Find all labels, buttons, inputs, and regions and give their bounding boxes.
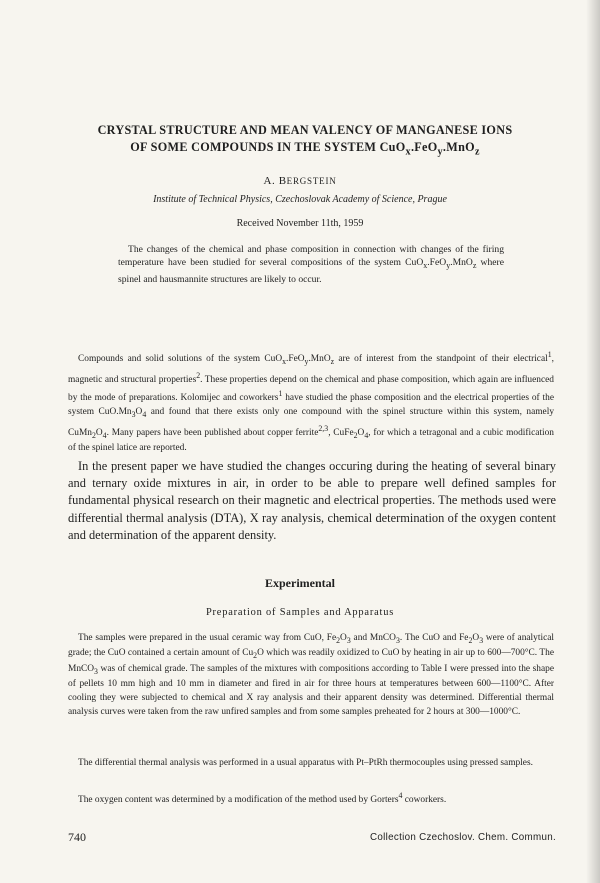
author-surname-rest: ERGSTEIN: [286, 176, 337, 186]
intro-text: , CuFe: [328, 427, 354, 438]
dta-paragraph: The differential thermal analysis was performed in a usual apparatus with Pt–PtRh thermocouples using pressed samples.: [78, 758, 533, 768]
subscript: 4: [102, 430, 107, 440]
exp-text: was of chemical grade. The samples of the mixtures with compositions according to Table I were pressed into the shape of pellets 10 mm high and 10 mm in diameter and fired in air for three hours at temperatures between 600—1100°C. After cooling they were subjected to chemical and X ray analysis and their apparent density was determined. Differential thermal analysis curves were taken from the raw unfired samples and from some samples preheated for 2 hours at 300—1000°C.: [68, 663, 554, 717]
subscript: 3: [395, 635, 400, 645]
section-subheading: Preparation of Samples and Apparatus: [205, 607, 395, 618]
subscript: 3: [479, 635, 484, 645]
citation-ref[interactable]: 2,3: [318, 423, 329, 433]
oxygen-paragraph: [68, 789, 554, 808]
subscript: 3: [346, 635, 351, 645]
intro-text: O: [135, 407, 143, 418]
title-line-2: [60, 139, 550, 160]
page-number: 740: [68, 830, 86, 844]
formula-y: y: [446, 261, 451, 271]
formula-feo: .FeO: [427, 257, 447, 269]
abstract: [118, 243, 504, 286]
exp-text: were of analytical grade; the CuO contained a certain amount of Cu: [68, 633, 554, 659]
formula-z: z: [472, 261, 477, 271]
abstract-text-1: The changes of the chemical and phase composition in connection with changes of the firing temperature have been studied for several compositions of the system: [118, 244, 504, 269]
formula-x: x: [405, 146, 411, 158]
title-line-1: CRYSTAL STRUCTURE AND MEAN VALENCY OF MANGANESE IONS: [97, 123, 513, 137]
intro-text: , magnetic and structural properties: [68, 354, 554, 385]
intro-text: are of interest from the standpoint of their electrical: [334, 354, 548, 365]
formula-x: x: [423, 261, 428, 271]
formula-z: z: [474, 146, 480, 158]
subscript: 4: [364, 430, 369, 440]
article-title: [60, 122, 550, 160]
citation-ref[interactable]: 4: [398, 791, 403, 800]
journal-name: Collection Czechoslov. Chem. Commun.: [370, 832, 556, 843]
affiliation: Institute of Technical Physics, Czechoslovak Academy of Science, Prague: [153, 194, 447, 205]
exp-text: O: [340, 633, 347, 643]
formula-z: z: [330, 357, 335, 366]
formula-mno: .MnO: [450, 257, 473, 269]
abstract-formula: [405, 257, 477, 271]
intro-text: Compounds and solid solutions of the system: [78, 354, 265, 365]
subscript: 2: [336, 635, 341, 645]
citation-ref[interactable]: 1: [547, 350, 552, 359]
section-heading: Experimental: [265, 576, 335, 590]
author-surname-first: B: [278, 175, 287, 187]
formula-mno: .MnO: [308, 354, 331, 365]
intro-text: have studied the phase composition and the electrical properties of the system CuO.Mn: [68, 393, 554, 418]
intro-text: O: [357, 427, 365, 438]
formula-y: y: [304, 357, 309, 366]
subscript: 3: [94, 666, 98, 676]
formula-cuo: CuO: [379, 140, 406, 154]
subscript: 4: [142, 409, 147, 419]
subscript: 2: [353, 430, 358, 440]
intro-text: . These properties depend on the chemical and phase composition, which again are influenced by the mode of preparations. Kolomijec and coworkers: [68, 374, 554, 404]
title-formula: [379, 140, 480, 158]
oxygen-text: The oxygen content was determined by a modification of the method used by Gorters: [78, 795, 399, 806]
formula-cuo: CuO: [405, 257, 424, 269]
received-date: Received November 11th, 1959: [236, 218, 364, 229]
subscript: 3: [131, 409, 136, 419]
exp-text: O which was readily oxidized to CuO by heating in air up to 600—700°C. The MnCO: [68, 648, 554, 674]
oxygen-text: coworkers.: [402, 795, 447, 806]
subscript: 2: [468, 635, 473, 645]
citation-ref[interactable]: 2: [196, 370, 201, 380]
formula-cuo: CuO: [264, 354, 283, 365]
author-initial: A.: [263, 175, 276, 187]
formula-x: x: [282, 357, 287, 366]
formula-feo: .FeO: [286, 354, 305, 365]
exp-text: and MnCO: [350, 633, 396, 643]
present-paper-paragraph: In the present paper we have studied the changes occuring during the heating of several binary and ternary oxide mixtures in air, in order to be able to prepare well defined samples for fundamental physical research on their magnetic and electrical properties. The methods used were differential thermal analysis (DTA), X ray analysis, chemical determination of the oxygen content and determination of the apparent density.: [68, 459, 556, 542]
formula-mno: .MnO: [442, 140, 475, 154]
intro-text: . Many papers have been published about copper ferrite: [106, 427, 319, 438]
formula-feo: .FeO: [410, 140, 438, 154]
intro-text: O: [95, 427, 103, 438]
subscript: 2: [91, 430, 96, 440]
exp-text: . The CuO and Fe: [399, 633, 469, 643]
page-edge-shadow: [586, 0, 600, 883]
experimental-paragraph: [68, 632, 554, 719]
author: [0, 175, 600, 187]
intro-paragraph: [68, 348, 554, 456]
subscript: 2: [253, 651, 258, 661]
citation-ref[interactable]: 1: [278, 389, 283, 399]
exp-text: O: [472, 633, 480, 643]
intro-formula: [264, 354, 334, 364]
abstract-text-2: where spinel and hausmannite structures are likely to occur.: [118, 257, 504, 285]
formula-y: y: [437, 146, 443, 158]
exp-text: The samples were prepared in the usual ceramic way from CuO, Fe: [78, 633, 337, 643]
intro-text: , for which a tetragonal and a cubic modification of the spinel latice are reported.: [68, 427, 554, 454]
title-line-2-text: OF SOME COMPOUNDS IN THE SYSTEM: [130, 140, 377, 154]
intro-text: and found that there exists only one compound with the spinel structure within this system, namely CuMn: [68, 407, 555, 438]
